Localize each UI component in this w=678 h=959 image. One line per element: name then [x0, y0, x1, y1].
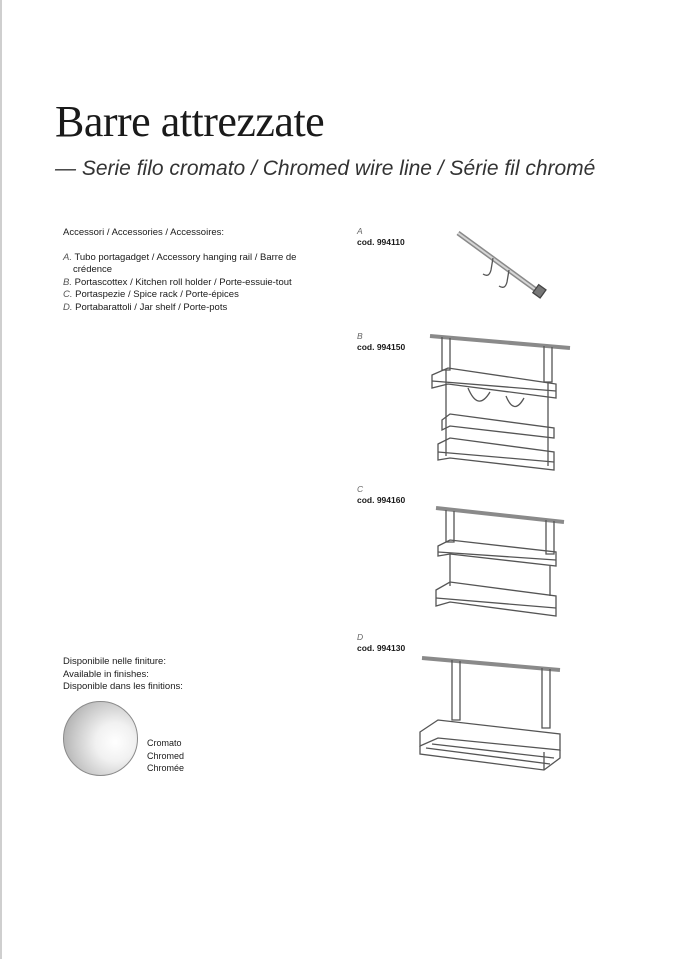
list-item — [63, 277, 333, 290]
swatch-name-fr: Chromée — [147, 763, 185, 773]
page-title: Barre attrezzate — [55, 97, 325, 146]
product-code: cod. 994110 — [357, 237, 405, 247]
product-b-label — [357, 331, 405, 353]
spice-rack-icon — [432, 502, 567, 620]
product-letter: A — [357, 226, 363, 236]
finishes-section — [63, 656, 183, 694]
swatch-name-en: Chromed — [147, 750, 185, 761]
accessories-list — [63, 252, 333, 315]
product-code: cod. 994150 — [357, 342, 406, 352]
product-letter: C — [357, 484, 364, 494]
page-edge — [0, 0, 2, 959]
finishes-line-it: Disponibile nelle finiture: — [63, 656, 166, 667]
list-item — [63, 252, 333, 277]
product-c-label — [357, 484, 405, 506]
item-letter: B. — [63, 276, 72, 288]
accessories-section — [63, 227, 333, 314]
item-text: Portascottex / Kitchen roll holder / Porte-essuie-tout — [74, 276, 292, 288]
swatch-names — [147, 737, 184, 775]
product-code: cod. 994160 — [357, 495, 406, 505]
kitchen-roll-holder-icon — [428, 330, 573, 475]
item-text: Tubo portagadget / Accessory hanging rail / Barre de crédence — [73, 251, 297, 275]
finishes-line-en: Available in finishes: — [63, 668, 149, 680]
product-letter: B — [357, 331, 363, 341]
list-item — [63, 302, 333, 315]
chrome-swatch — [63, 701, 138, 776]
accessories-heading: Accessori / Accessories / Accessoires: — [63, 227, 225, 238]
list-item — [63, 289, 333, 302]
item-letter: A. — [63, 251, 72, 263]
product-a-label — [357, 226, 405, 248]
hanging-rail-icon — [455, 228, 555, 303]
item-text: Portabarattoli / Jar shelf / Porte-pots — [75, 301, 228, 313]
item-letter: D. — [63, 301, 73, 313]
finishes-line-fr: Disponible dans les finitions: — [63, 681, 183, 692]
product-letter: D — [357, 632, 364, 642]
swatch-name-it: Cromato — [147, 738, 182, 748]
item-text: Portaspezie / Spice rack / Porte-épices — [75, 289, 239, 300]
item-letter: C. — [63, 289, 73, 300]
product-code: cod. 994130 — [357, 643, 406, 653]
page-subtitle: — Serie filo cromato / Chromed wire line / Série fil chromé — [55, 157, 596, 180]
jar-shelf-icon — [416, 652, 564, 774]
product-d-label — [357, 632, 405, 654]
